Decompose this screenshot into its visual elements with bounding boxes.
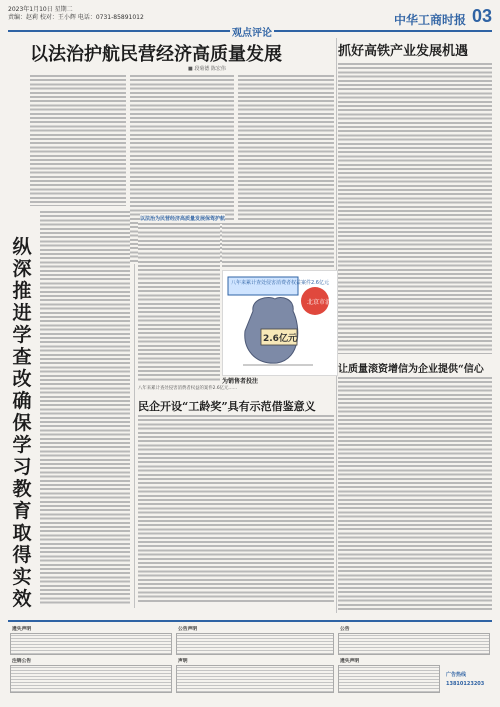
article-text-block — [138, 222, 220, 382]
right-secondary-headline: 让质量滚资增信为企业提供“信心 — [338, 364, 484, 375]
section-title: 观点评论 — [230, 24, 274, 39]
right-article-text — [338, 376, 492, 612]
hotline-label: 广告热线 — [446, 672, 467, 678]
secondary-headline: 民企开设“工龄奖”具有示范借鉴意义 — [138, 400, 316, 413]
issue-info — [8, 6, 144, 22]
hotline-number: 13810123203 — [446, 681, 485, 687]
ad-block — [10, 633, 172, 655]
main-headline: 以法治护航民营经济高质量发展 — [30, 44, 282, 65]
ads-grid — [8, 623, 492, 695]
article-text-block — [30, 74, 126, 206]
right-headline: 抓好高铁产业发展机遇 — [338, 44, 469, 59]
ad-label: 注销公告 — [12, 659, 32, 664]
ad-block — [10, 665, 172, 693]
ad-block — [338, 633, 490, 655]
ad-label: 声明 — [178, 659, 188, 664]
ad-label: 遗失声明 — [340, 659, 360, 664]
money-bag-icon — [223, 271, 337, 375]
cartoon-caption: 为销售者投注 — [222, 378, 259, 385]
ad-block — [338, 665, 440, 693]
ad-label: 公告声明 — [178, 627, 198, 632]
ad-label: 公告 — [340, 627, 350, 632]
subhead-1: 以法治为民营经济高质量发展保驾护航 — [140, 216, 226, 222]
column-divider — [134, 208, 135, 608]
cartoon-bag-label: 2.6亿元 — [263, 334, 297, 344]
cartoon-badge: 北京市消协 — [307, 299, 337, 306]
right-article-text — [338, 62, 492, 354]
ad-block — [176, 633, 334, 655]
article-text-block — [138, 414, 334, 604]
ad-block — [176, 665, 334, 693]
vertical-article-text — [40, 210, 130, 606]
cartoon-note: 八年来累计查处侵害消费者权益的案件2.6亿元…… — [138, 386, 238, 391]
paper-name: 中华工商时报 — [393, 13, 466, 27]
page-number: 03 — [471, 6, 492, 26]
cartoon-illustration — [222, 270, 338, 376]
main-byline: ■ 段菊德 陈宏伟 — [188, 66, 226, 72]
editor-line: 责编：赵莉 校对：王小辉 电话：0731-85891012 — [8, 14, 144, 21]
issue-date: 2023年1月10日 星期二 — [8, 6, 73, 13]
cartoon-banner: 八年来累计查处侵害消费者权益案件2.6亿元 — [231, 280, 329, 286]
ad-label: 遗失声明 — [12, 627, 32, 632]
vertical-headline: 纵深推进学查改 确保学习教育取得实效 — [12, 236, 32, 610]
article-text-block — [222, 222, 334, 268]
